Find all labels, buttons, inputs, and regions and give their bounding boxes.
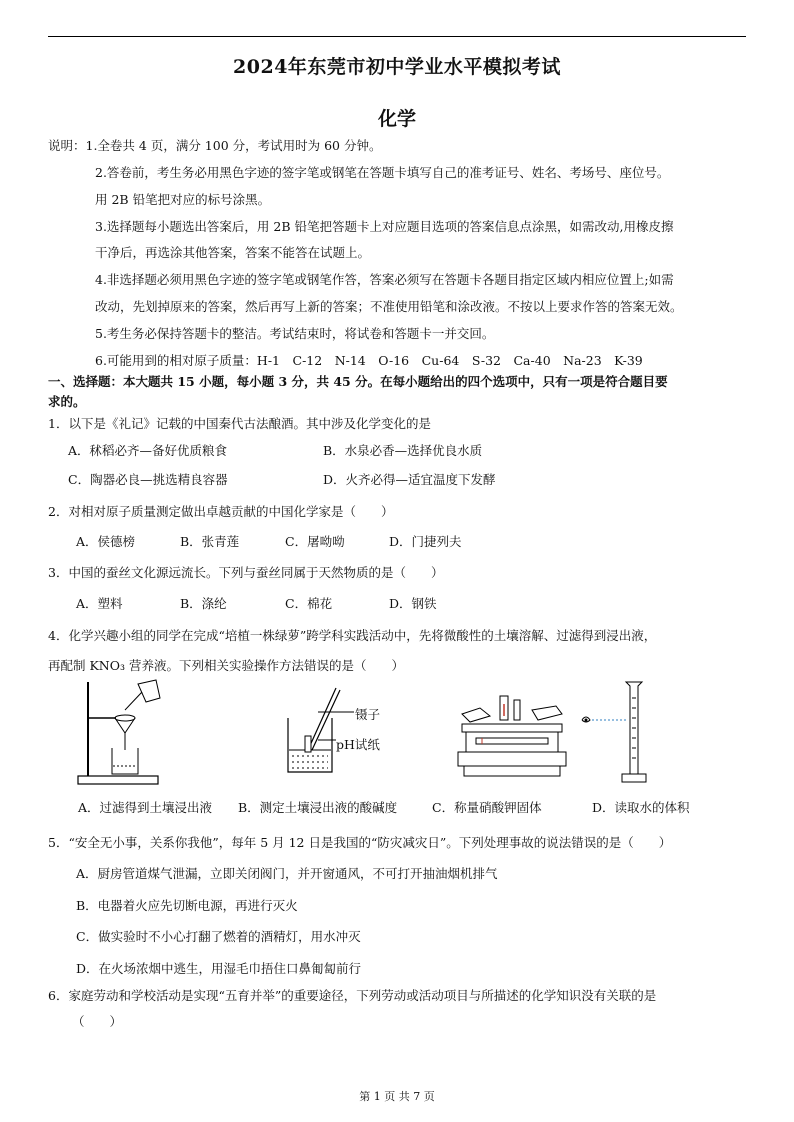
option: D．钢铁 <box>389 596 437 611</box>
ph-paper-label: pH试纸 <box>336 737 380 752</box>
figure-caption-b: B．测定土壤浸出液的酸碱度 <box>238 800 398 815</box>
graduated-cylinder-figure <box>572 678 672 788</box>
option: A．侯德榜 <box>76 534 136 549</box>
option: B．张青莲 <box>180 534 240 549</box>
option: B．水泉必香—选择优良水质 <box>323 443 483 458</box>
label-pointer <box>318 700 358 745</box>
option: C．陶器必良—挑选精良容器 <box>68 472 228 487</box>
header-rule <box>48 36 746 37</box>
instruction-line: 6.可能用到的相对原子质量：H-1 C-12 N-14 O-16 Cu-64 S-32 Ca-40 Na-23 K-39 <box>95 353 643 368</box>
option: C．棉花 <box>285 596 333 611</box>
question-stem: 6．家庭劳动和学校活动是实现“五育并举”的重要途径，下列劳动或活动项目与所描述的化学知识没有关联的是 <box>48 988 657 1003</box>
question-stem: 4．化学兴趣小组的同学在完成“培植一株绿萝”跨学科实践活动中，先将微酸性的土壤溶解、过滤得到浸出液， <box>48 628 657 643</box>
option: A．塑料 <box>76 596 123 611</box>
filtration-apparatus-figure <box>70 678 165 788</box>
option: A．秫稻必齐—备好优质粮食 <box>68 443 228 458</box>
page-footer: 第 1 页 共 7 页 <box>359 1090 435 1103</box>
question-stem: （ ） <box>72 1014 123 1029</box>
option: B．涤纶 <box>180 596 227 611</box>
question-stem: 3．中国的蚕丝文化源远流长。下列与蚕丝同属于天然物质的是（ ） <box>48 565 444 580</box>
section-heading: 一、选择题：本大题共 15 小题，每小题 3 分，共 45 分。在每小题给出的四个选项中，只有一项是符合题目要 <box>48 374 668 389</box>
option: C．屠呦呦 <box>285 534 345 549</box>
question-stem: 再配制 KNO₃ 营养液。下列相关实验操作方法错误的是（ ） <box>48 658 404 673</box>
instruction-line: 说明：1.全卷共 4 页，满分 100 分，考试用时为 60 分钟。 <box>48 138 382 153</box>
question-stem: 1．以下是《礼记》记载的中国秦代古法酿酒。其中涉及化学变化的是 <box>48 416 431 431</box>
balance-figure <box>452 686 572 782</box>
instruction-line: 2.答卷前，考生务必用黑色字迹的签字笔或钢笔在答题卡填写自己的准考证号、姓名、考场号、座位号。 <box>95 165 670 180</box>
option: D．在火场浓烟中逃生，用湿毛巾捂住口鼻匍匐前行 <box>76 961 362 976</box>
option: A．厨房管道煤气泄漏，立即关闭阀门，并开窗通风，不可打开抽油烟机排气 <box>76 866 498 881</box>
instruction-line: 5.考生务必保持答题卡的整洁。考试结束时，将试卷和答题卡一并交回。 <box>95 326 495 341</box>
figure-caption-c: C．称量硝酸钾固体 <box>432 800 542 815</box>
subject-title: 化学 <box>377 108 416 130</box>
tweezers-label: 镊子 <box>355 707 381 722</box>
section-heading: 求的。 <box>48 394 86 409</box>
option: C．做实验时不小心打翻了燃着的酒精灯，用水冲灭 <box>76 929 361 944</box>
figure-caption-a: A．过滤得到土壤浸出液 <box>78 800 213 815</box>
instruction-line: 3.选择题每小题选出答案后，用 2B 铅笔把答题卡上对应题目选项的答案信息点涂黑，如需改动,用橡皮擦 <box>95 219 674 234</box>
question-stem: 5．“安全无小事，关系你我他”，每年 5 月 12 日是我国的“防灾减灾日”。下列处理事故的说法错误的是（ ） <box>48 835 672 850</box>
option: B．电器着火应先切断电源，再进行灭火 <box>76 898 298 913</box>
instruction-line: 干净后，再选涂其他答案，答案不能答在试题上。 <box>95 245 371 260</box>
option: D．火齐必得—适宜温度下发酵 <box>323 472 496 487</box>
instruction-line: 4.非选择题必须用黑色字迹的签字笔或钢笔作答，答案必须写在答题卡各题目指定区域内相应位置上;如需 <box>95 272 674 287</box>
figure-caption-d: D．读取水的体积 <box>592 800 690 815</box>
instruction-line: 用 2B 铅笔把对应的标号涂黑。 <box>95 192 271 207</box>
question-stem: 2．对相对原子质量测定做出卓越贡献的中国化学家是（ ） <box>48 504 394 519</box>
exam-title: 2024年东莞市初中学业水平模拟考试 <box>233 56 561 78</box>
option: D．门捷列夫 <box>389 534 462 549</box>
instruction-line: 改动，先划掉原来的答案，然后再写上新的答案；不准使用铅笔和涂改液。不按以上要求作答的答案无效。 <box>95 299 683 314</box>
